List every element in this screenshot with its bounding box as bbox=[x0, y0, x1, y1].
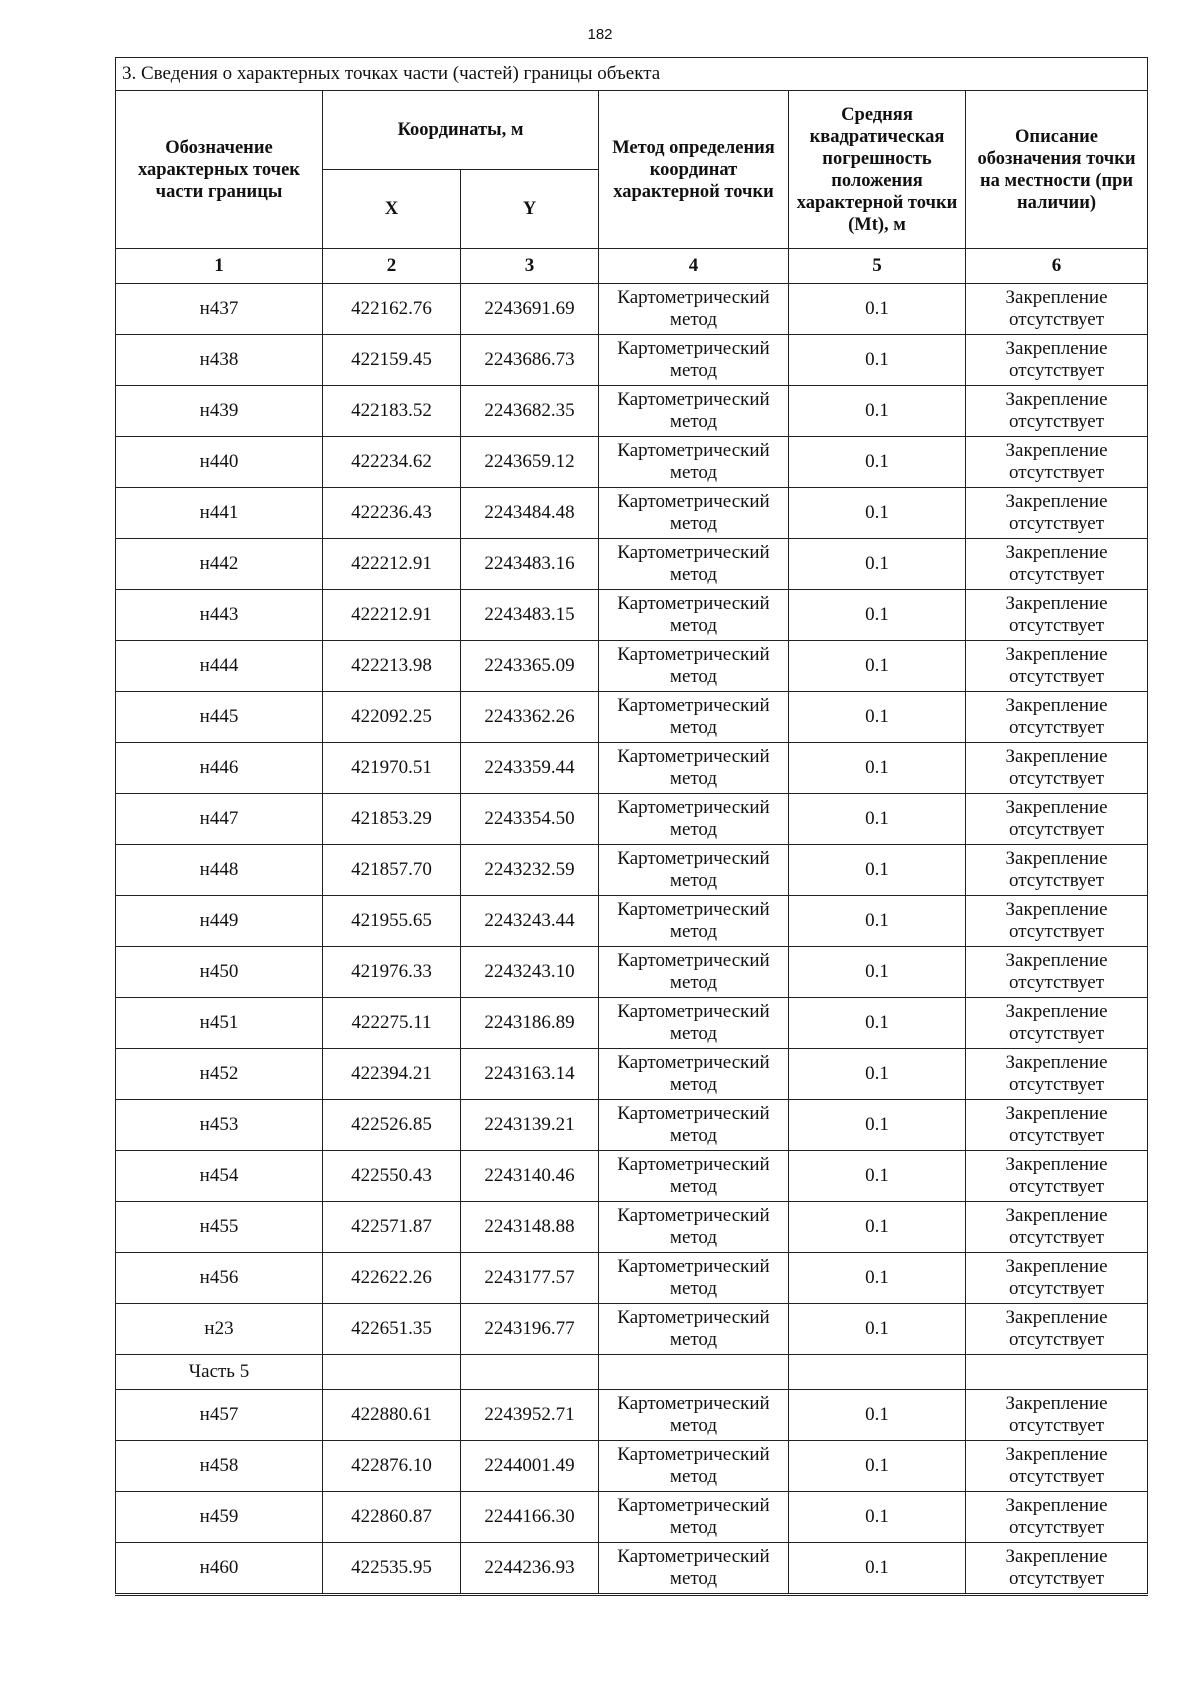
header-y: Y bbox=[461, 170, 599, 249]
description-cell: Закрепление отсутствует bbox=[966, 998, 1148, 1049]
table-row bbox=[116, 1441, 1148, 1492]
point-cell: н450 bbox=[116, 947, 323, 998]
x-cell: 422571.87 bbox=[323, 1202, 461, 1253]
description-cell: Закрепление отсутствует bbox=[966, 896, 1148, 947]
x-cell: 422212.91 bbox=[323, 539, 461, 590]
column-number: 4 bbox=[599, 249, 789, 284]
table-row bbox=[116, 1253, 1148, 1304]
description-cell: Закрепление отсутствует bbox=[966, 1543, 1148, 1595]
method-cell: Картометрический метод bbox=[599, 590, 789, 641]
y-cell: 2243243.10 bbox=[461, 947, 599, 998]
empty-cell bbox=[461, 1355, 599, 1390]
table-row bbox=[116, 998, 1148, 1049]
error-cell: 0.1 bbox=[789, 1543, 966, 1595]
table-row bbox=[116, 1304, 1148, 1355]
table-row bbox=[116, 437, 1148, 488]
y-cell: 2243232.59 bbox=[461, 845, 599, 896]
point-cell: н458 bbox=[116, 1441, 323, 1492]
error-cell: 0.1 bbox=[789, 794, 966, 845]
x-cell: 421955.65 bbox=[323, 896, 461, 947]
method-cell: Картометрический метод bbox=[599, 284, 789, 335]
point-cell: н447 bbox=[116, 794, 323, 845]
point-cell: н440 bbox=[116, 437, 323, 488]
part-label: Часть 5 bbox=[116, 1355, 323, 1390]
description-cell: Закрепление отсутствует bbox=[966, 845, 1148, 896]
x-cell: 422234.62 bbox=[323, 437, 461, 488]
point-cell: н449 bbox=[116, 896, 323, 947]
y-cell: 2244166.30 bbox=[461, 1492, 599, 1543]
x-cell: 421976.33 bbox=[323, 947, 461, 998]
boundary-points-table bbox=[115, 57, 1148, 1596]
empty-cell bbox=[789, 1355, 966, 1390]
header-row bbox=[116, 91, 1148, 170]
header-coords: Координаты, м bbox=[323, 91, 599, 170]
table-row bbox=[116, 1202, 1148, 1253]
x-cell: 421970.51 bbox=[323, 743, 461, 794]
error-cell: 0.1 bbox=[789, 947, 966, 998]
point-cell: н446 bbox=[116, 743, 323, 794]
y-cell: 2243186.89 bbox=[461, 998, 599, 1049]
x-cell: 422236.43 bbox=[323, 488, 461, 539]
point-cell: н439 bbox=[116, 386, 323, 437]
method-cell: Картометрический метод bbox=[599, 1151, 789, 1202]
x-cell: 422535.95 bbox=[323, 1543, 461, 1595]
y-cell: 2243359.44 bbox=[461, 743, 599, 794]
table-row bbox=[116, 1543, 1148, 1595]
point-cell: н23 bbox=[116, 1304, 323, 1355]
point-cell: н452 bbox=[116, 1049, 323, 1100]
method-cell: Картометрический метод bbox=[599, 845, 789, 896]
description-cell: Закрепление отсутствует bbox=[966, 1202, 1148, 1253]
y-cell: 2243659.12 bbox=[461, 437, 599, 488]
point-cell: н445 bbox=[116, 692, 323, 743]
empty-cell bbox=[323, 1355, 461, 1390]
error-cell: 0.1 bbox=[789, 641, 966, 692]
description-cell: Закрепление отсутствует bbox=[966, 1492, 1148, 1543]
point-cell: н456 bbox=[116, 1253, 323, 1304]
method-cell: Картометрический метод bbox=[599, 641, 789, 692]
error-cell: 0.1 bbox=[789, 692, 966, 743]
description-cell: Закрепление отсутствует bbox=[966, 1151, 1148, 1202]
error-cell: 0.1 bbox=[789, 1049, 966, 1100]
description-cell: Закрепление отсутствует bbox=[966, 1441, 1148, 1492]
error-cell: 0.1 bbox=[789, 539, 966, 590]
point-cell: н441 bbox=[116, 488, 323, 539]
x-cell: 422275.11 bbox=[323, 998, 461, 1049]
y-cell: 2243483.15 bbox=[461, 590, 599, 641]
method-cell: Картометрический метод bbox=[599, 335, 789, 386]
y-cell: 2243140.46 bbox=[461, 1151, 599, 1202]
description-cell: Закрепление отсутствует bbox=[966, 1100, 1148, 1151]
point-cell: н437 bbox=[116, 284, 323, 335]
y-cell: 2243686.73 bbox=[461, 335, 599, 386]
method-cell: Картометрический метод bbox=[599, 1543, 789, 1595]
x-cell: 422394.21 bbox=[323, 1049, 461, 1100]
method-cell: Картометрический метод bbox=[599, 794, 789, 845]
description-cell: Закрепление отсутствует bbox=[966, 1049, 1148, 1100]
error-cell: 0.1 bbox=[789, 998, 966, 1049]
method-cell: Картометрический метод bbox=[599, 1100, 789, 1151]
x-cell: 422860.87 bbox=[323, 1492, 461, 1543]
table-row bbox=[116, 1100, 1148, 1151]
table-row bbox=[116, 743, 1148, 794]
method-cell: Картометрический метод bbox=[599, 539, 789, 590]
x-cell: 422651.35 bbox=[323, 1304, 461, 1355]
column-number: 3 bbox=[461, 249, 599, 284]
error-cell: 0.1 bbox=[789, 845, 966, 896]
y-cell: 2243484.48 bbox=[461, 488, 599, 539]
section-title: 3. Сведения о характерных точках части (частей) границы объекта bbox=[116, 58, 1148, 91]
error-cell: 0.1 bbox=[789, 1441, 966, 1492]
x-cell: 421853.29 bbox=[323, 794, 461, 845]
x-cell: 422162.76 bbox=[323, 284, 461, 335]
empty-cell bbox=[966, 1355, 1148, 1390]
description-cell: Закрепление отсутствует bbox=[966, 1390, 1148, 1441]
x-cell: 422880.61 bbox=[323, 1390, 461, 1441]
y-cell: 2243483.16 bbox=[461, 539, 599, 590]
table-row bbox=[116, 845, 1148, 896]
header-error: Средняя квадратическая погрешность положения характерной точки (Mt), м bbox=[789, 91, 966, 249]
column-number: 1 bbox=[116, 249, 323, 284]
column-numbers-row bbox=[116, 249, 1148, 284]
description-cell: Закрепление отсутствует bbox=[966, 947, 1148, 998]
y-cell: 2243691.69 bbox=[461, 284, 599, 335]
table-row bbox=[116, 1390, 1148, 1441]
table-row bbox=[116, 641, 1148, 692]
method-cell: Картометрический метод bbox=[599, 1253, 789, 1304]
method-cell: Картометрический метод bbox=[599, 1441, 789, 1492]
point-cell: н460 bbox=[116, 1543, 323, 1595]
error-cell: 0.1 bbox=[789, 1253, 966, 1304]
header-method: Метод определения координат характерной точки bbox=[599, 91, 789, 249]
error-cell: 0.1 bbox=[789, 335, 966, 386]
point-cell: н448 bbox=[116, 845, 323, 896]
description-cell: Закрепление отсутствует bbox=[966, 794, 1148, 845]
method-cell: Картометрический метод bbox=[599, 1049, 789, 1100]
method-cell: Картометрический метод bbox=[599, 1202, 789, 1253]
error-cell: 0.1 bbox=[789, 488, 966, 539]
empty-cell bbox=[599, 1355, 789, 1390]
point-cell: н457 bbox=[116, 1390, 323, 1441]
error-cell: 0.1 bbox=[789, 1100, 966, 1151]
table-row bbox=[116, 590, 1148, 641]
y-cell: 2243354.50 bbox=[461, 794, 599, 845]
method-cell: Картометрический метод bbox=[599, 386, 789, 437]
header-point: Обозначение характерных точек части границы bbox=[116, 91, 323, 249]
y-cell: 2244236.93 bbox=[461, 1543, 599, 1595]
column-number: 5 bbox=[789, 249, 966, 284]
column-number: 6 bbox=[966, 249, 1148, 284]
x-cell: 422622.26 bbox=[323, 1253, 461, 1304]
x-cell: 422092.25 bbox=[323, 692, 461, 743]
x-cell: 421857.70 bbox=[323, 845, 461, 896]
description-cell: Закрепление отсутствует bbox=[966, 284, 1148, 335]
error-cell: 0.1 bbox=[789, 437, 966, 488]
description-cell: Закрепление отсутствует bbox=[966, 488, 1148, 539]
table-row bbox=[116, 1492, 1148, 1543]
y-cell: 2243148.88 bbox=[461, 1202, 599, 1253]
header-x: X bbox=[323, 170, 461, 249]
table-row bbox=[116, 947, 1148, 998]
method-cell: Картометрический метод bbox=[599, 488, 789, 539]
y-cell: 2243243.44 bbox=[461, 896, 599, 947]
y-cell: 2244001.49 bbox=[461, 1441, 599, 1492]
x-cell: 422213.98 bbox=[323, 641, 461, 692]
table-row bbox=[116, 794, 1148, 845]
point-cell: н443 bbox=[116, 590, 323, 641]
description-cell: Закрепление отсутствует bbox=[966, 335, 1148, 386]
point-cell: н454 bbox=[116, 1151, 323, 1202]
column-number: 2 bbox=[323, 249, 461, 284]
method-cell: Картометрический метод bbox=[599, 998, 789, 1049]
method-cell: Картометрический метод bbox=[599, 743, 789, 794]
description-cell: Закрепление отсутствует bbox=[966, 641, 1148, 692]
description-cell: Закрепление отсутствует bbox=[966, 386, 1148, 437]
y-cell: 2243139.21 bbox=[461, 1100, 599, 1151]
table-row bbox=[116, 386, 1148, 437]
point-cell: н459 bbox=[116, 1492, 323, 1543]
table-row bbox=[116, 896, 1148, 947]
error-cell: 0.1 bbox=[789, 1390, 966, 1441]
x-cell: 422526.85 bbox=[323, 1100, 461, 1151]
point-cell: н451 bbox=[116, 998, 323, 1049]
error-cell: 0.1 bbox=[789, 590, 966, 641]
table-row bbox=[116, 1049, 1148, 1100]
description-cell: Закрепление отсутствует bbox=[966, 1253, 1148, 1304]
table-row bbox=[116, 1151, 1148, 1202]
point-cell: н455 bbox=[116, 1202, 323, 1253]
header-description: Описание обозначения точки на местности (при наличии) bbox=[966, 91, 1148, 249]
table-row bbox=[116, 488, 1148, 539]
point-cell: н438 bbox=[116, 335, 323, 386]
y-cell: 2243952.71 bbox=[461, 1390, 599, 1441]
y-cell: 2243196.77 bbox=[461, 1304, 599, 1355]
method-cell: Картометрический метод bbox=[599, 692, 789, 743]
description-cell: Закрепление отсутствует bbox=[966, 539, 1148, 590]
description-cell: Закрепление отсутствует bbox=[966, 743, 1148, 794]
page-number: 182 bbox=[587, 26, 613, 43]
x-cell: 422876.10 bbox=[323, 1441, 461, 1492]
table-row bbox=[116, 692, 1148, 743]
x-cell: 422550.43 bbox=[323, 1151, 461, 1202]
x-cell: 422212.91 bbox=[323, 590, 461, 641]
table-row bbox=[116, 284, 1148, 335]
method-cell: Картометрический метод bbox=[599, 1304, 789, 1355]
description-cell: Закрепление отсутствует bbox=[966, 590, 1148, 641]
method-cell: Картометрический метод bbox=[599, 437, 789, 488]
error-cell: 0.1 bbox=[789, 1202, 966, 1253]
y-cell: 2243365.09 bbox=[461, 641, 599, 692]
description-cell: Закрепление отсутствует bbox=[966, 692, 1148, 743]
method-cell: Картометрический метод bbox=[599, 896, 789, 947]
method-cell: Картометрический метод bbox=[599, 1390, 789, 1441]
table-row bbox=[116, 335, 1148, 386]
table-row bbox=[116, 539, 1148, 590]
method-cell: Картометрический метод bbox=[599, 947, 789, 998]
y-cell: 2243682.35 bbox=[461, 386, 599, 437]
error-cell: 0.1 bbox=[789, 386, 966, 437]
point-cell: н442 bbox=[116, 539, 323, 590]
description-cell: Закрепление отсутствует bbox=[966, 437, 1148, 488]
y-cell: 2243163.14 bbox=[461, 1049, 599, 1100]
error-cell: 0.1 bbox=[789, 1151, 966, 1202]
y-cell: 2243177.57 bbox=[461, 1253, 599, 1304]
error-cell: 0.1 bbox=[789, 896, 966, 947]
x-cell: 422183.52 bbox=[323, 386, 461, 437]
description-cell: Закрепление отсутствует bbox=[966, 1304, 1148, 1355]
point-cell: н444 bbox=[116, 641, 323, 692]
error-cell: 0.1 bbox=[789, 284, 966, 335]
method-cell: Картометрический метод bbox=[599, 1492, 789, 1543]
error-cell: 0.1 bbox=[789, 743, 966, 794]
section-title-row bbox=[116, 58, 1148, 91]
x-cell: 422159.45 bbox=[323, 335, 461, 386]
y-cell: 2243362.26 bbox=[461, 692, 599, 743]
error-cell: 0.1 bbox=[789, 1492, 966, 1543]
point-cell: н453 bbox=[116, 1100, 323, 1151]
error-cell: 0.1 bbox=[789, 1304, 966, 1355]
part-label-row bbox=[116, 1355, 1148, 1390]
